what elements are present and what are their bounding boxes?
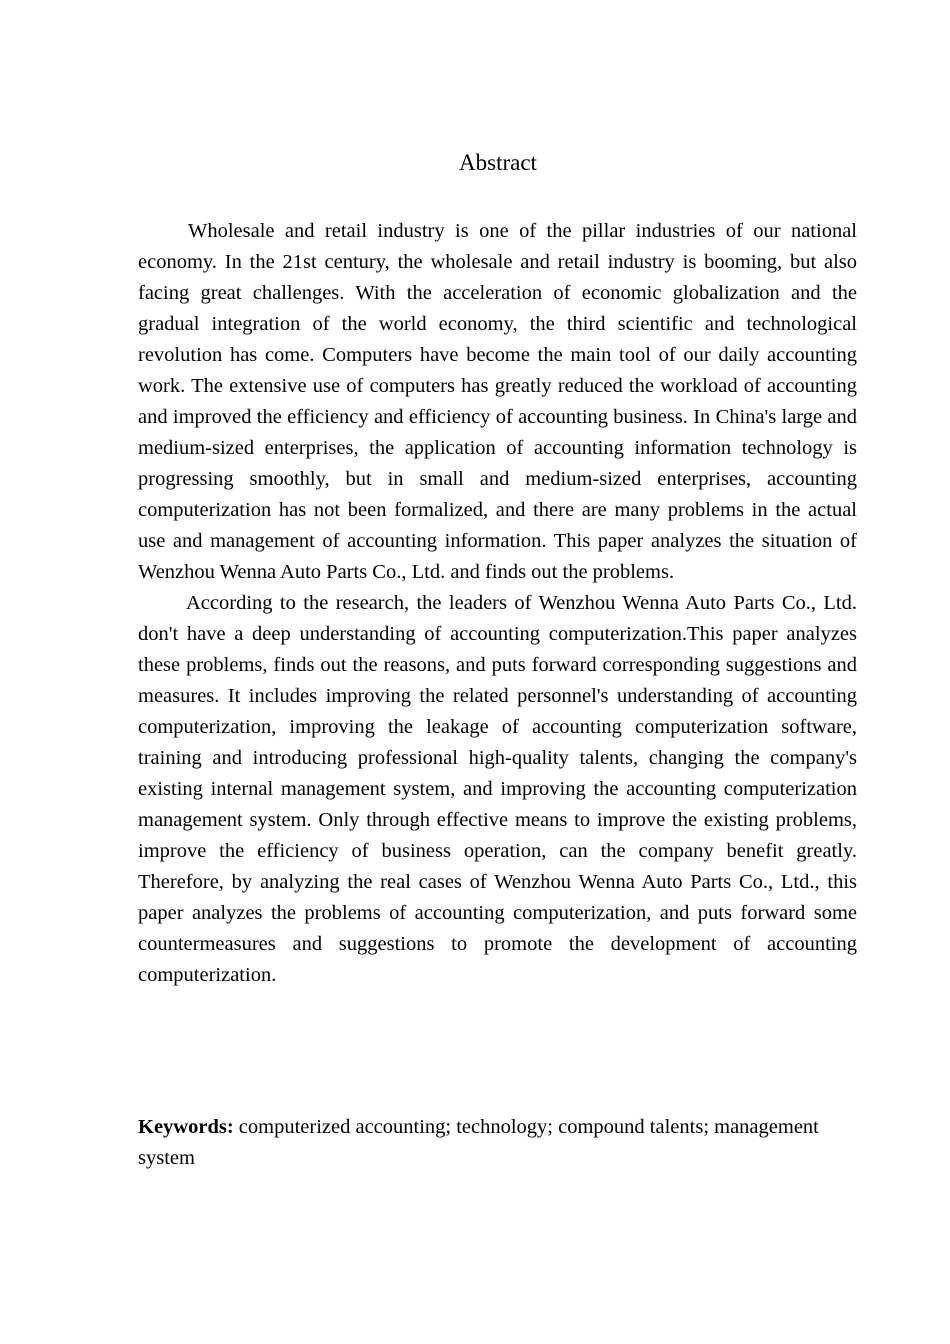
- keywords-label: Keywords:: [138, 1116, 234, 1138]
- abstract-paragraph-2: According to the research, the leaders of Wenzhou Wenna Auto Parts Co., Ltd. don't have a deep understanding of accounting computerization.This paper analyzes these problems, finds out the reasons, and puts forward corresponding suggestions and measures. It includes improving the related personnel's understanding of accounting computerization, improving the leakage of accounting computerization software, training and introducing professional high-quality talents, changing the company's existing internal management system, and improving the accounting computerization management system. Only through effective means to improve the existing problems, improve the efficiency of business operation, can the company benefit greatly. Therefore, by analyzing the real cases of Wenzhou Wenna Auto Parts Co., Ltd., this paper analyzes the problems of accounting computerization, and puts forward some countermeasures and suggestions to promote the development of accounting computerization.: [138, 592, 857, 986]
- keywords-line: [138, 1112, 857, 1174]
- abstract-title: Abstract: [459, 150, 537, 175]
- keywords-list: computerized accounting; technology; compound talents; management system: [138, 1116, 819, 1169]
- abstract-paragraph-1: Wholesale and retail industry is one of the pillar industries of our national economy. In the 21st century, the wholesale and retail industry is booming, but also facing great challenges. With the acceleration of economic globalization and the gradual integration of the world economy, the third scientific and technological revolution has come. Computers have become the main tool of our daily accounting work. The extensive use of computers has greatly reduced the workload of accounting and improved the efficiency and efficiency of accounting business. In China's large and medium-sized enterprises, the application of accounting information technology is progressing smoothly, but in small and medium-sized enterprises, accounting computerization has not been formalized, and there are many problems in the actual use and management of accounting information. This paper analyzes the situation of Wenzhou Wenna Auto Parts Co., Ltd. and finds out the problems.: [138, 220, 857, 583]
- abstract-body: [138, 216, 857, 991]
